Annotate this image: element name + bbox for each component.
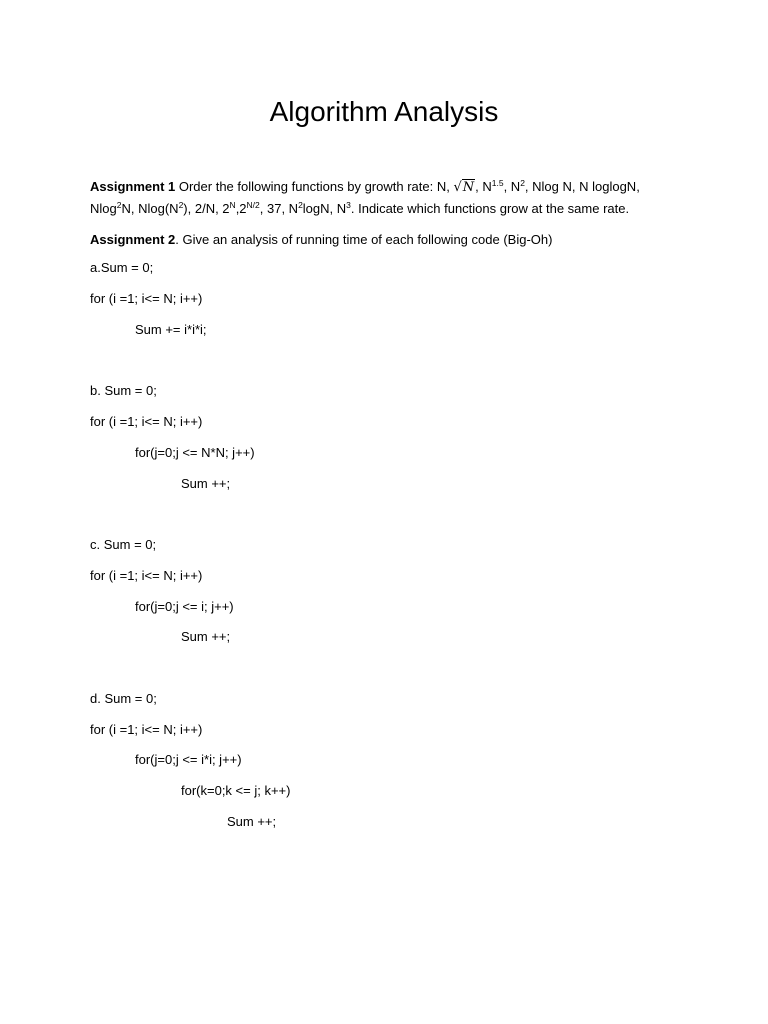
superscript-2: 2 [298, 200, 303, 210]
code-a-line-2: for (i =1; i<= N; i++) [90, 291, 203, 306]
code-b-line-2: for (i =1; i<= N; i++) [90, 414, 203, 429]
sqrt-radicand: N [462, 180, 475, 195]
assignment-1-text-1: Order the following functions by growth rate: N, [175, 179, 454, 194]
superscript-2: 2 [520, 178, 525, 188]
assignment-1-text-10: logN, N [302, 201, 347, 216]
assignment-1-text-5: Nlog [90, 201, 117, 216]
assignment-1-text-9: , 37, N [259, 201, 299, 216]
code-c-line-2: for (i =1; i<= N; i++) [90, 568, 203, 583]
code-d-line-4: for(k=0;k <= j; k++) [181, 783, 291, 798]
sqrt-n-symbol [453, 179, 475, 195]
superscript-n-over-2: N/2 [246, 200, 260, 210]
code-c-line-3: for(j=0;j <= i; j++) [135, 599, 234, 614]
page-title: Algorithm Analysis [269, 96, 499, 127]
superscript-2: 2 [178, 200, 184, 210]
code-d-line-3: for(j=0;j <= i*i; j++) [135, 752, 242, 767]
assignment-2-label: Assignment 2 [90, 232, 176, 247]
assignment-1-text-8: ,2 [235, 201, 247, 216]
superscript-3: 3 [346, 200, 351, 210]
assignment-1-text-4: , Nlog N, N loglogN, [524, 179, 640, 194]
assignment-1-text-6: N, Nlog(N [121, 201, 179, 216]
assignment-1-text-3: , N [503, 179, 521, 194]
code-d-line-5: Sum ++; [227, 814, 277, 829]
assignment-1-label: Assignment 1 [90, 179, 176, 194]
code-b-line-1: b. Sum = 0; [90, 383, 157, 398]
code-c-line-1: c. Sum = 0; [90, 537, 157, 552]
assignment-1-text-2: , N [475, 179, 492, 194]
code-a-line-3: Sum += i*i*i; [135, 322, 207, 337]
code-c-line-4: Sum ++; [181, 629, 231, 644]
radical-sign-icon: √ [453, 180, 462, 195]
code-d-line-1: d. Sum = 0; [90, 691, 157, 706]
assignment-1-text-7: ), 2/N, 2 [183, 201, 230, 216]
code-d-line-2: for (i =1; i<= N; i++) [90, 722, 203, 737]
assignment-2-paragraph [90, 229, 690, 250]
assignment-2-text: . Give an analysis of running time of each following code (Big-Oh) [175, 232, 553, 247]
assignment-1-paragraph [90, 176, 690, 219]
superscript-2: 2 [116, 200, 122, 210]
superscript-1-5: 1.5 [491, 178, 504, 188]
assignment-1-text-11: . Indicate which functions grow at the same rate. [350, 201, 630, 216]
code-b-line-4: Sum ++; [181, 476, 231, 491]
superscript-n: N [229, 200, 236, 210]
code-a-line-1: a.Sum = 0; [90, 260, 154, 275]
code-b-line-3: for(j=0;j <= N*N; j++) [135, 445, 255, 460]
